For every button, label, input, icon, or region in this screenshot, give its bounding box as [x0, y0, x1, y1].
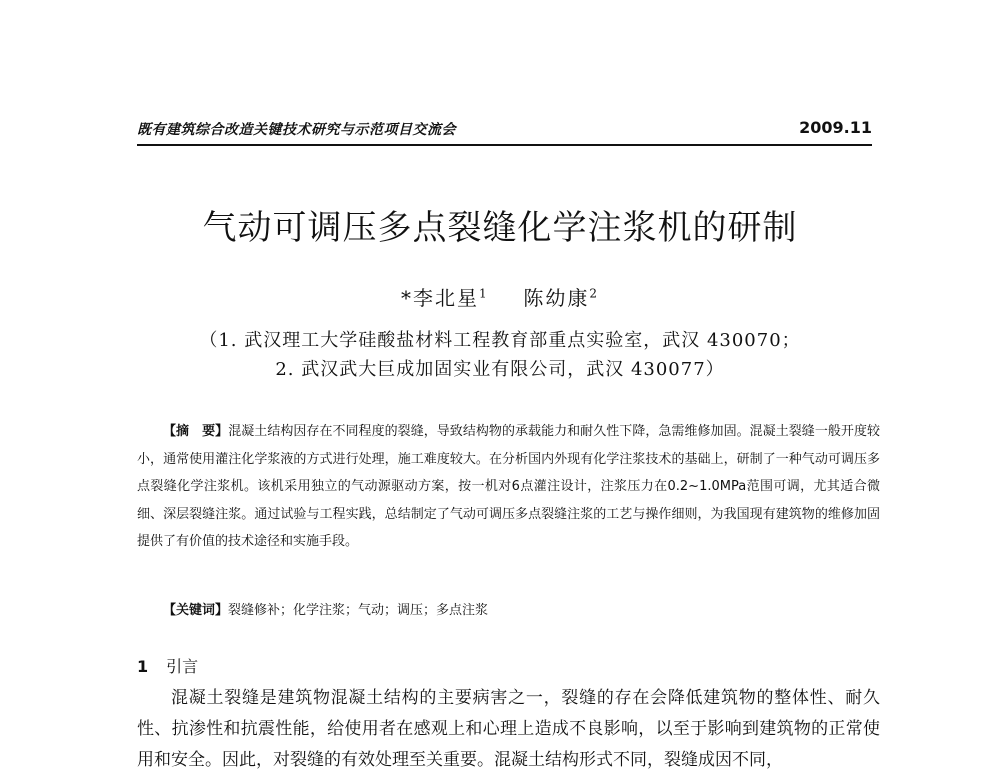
keywords-label: 【关键词】 — [163, 603, 229, 618]
body-paragraph: 混凝土裂缝是建筑物混凝土结构的主要病害之一，裂缝的存在会降低建筑物的整体性、耐久性、抗渗性和抗震性能，给使用者在感观上和心理上造成不良影响，以至于影响到建筑物的正常使用和安全。因此，对裂缝的有效处理至关重要。混凝土结构形式不同，裂缝成因不同， — [137, 688, 880, 770]
section-title: 引言 — [166, 657, 199, 676]
paper-title: 气动可调压多点裂缝化学注浆机的研制 — [202, 208, 798, 248]
author-2-mark: 2 — [589, 286, 599, 301]
header-divider — [137, 144, 872, 146]
header-date: 2009.11 — [799, 118, 872, 137]
author-line — [0, 282, 1000, 311]
affiliation-1: （1. 武汉理工大学硅酸盐材料工程教育部重点实验室，武汉 430070； — [199, 330, 801, 351]
conference-name: 既有建筑综合改造关键技术研究与示范项目交流会 — [137, 122, 456, 138]
author-1-mark: 1 — [479, 286, 489, 301]
affiliation-2: 2. 武汉武大巨成加固实业有限公司，武汉 430077） — [275, 359, 725, 380]
abstract-text: 混凝土结构因存在不同程度的裂缝，导致结构物的承载能力和耐久性下降，急需维修加固。混凝土裂缝一般开度较小，通常使用灌注化学浆液的方式进行处理，施工难度较大。在分析国内外现有化学注浆技术的基础上，研制了一种气动可调压多点裂缝化学注浆机。该机采用独立的气动源驱动方案，按一机对6点灌注设计，注浆压力在0.2~1.0MPa范围可调，尤其适合微细、深层裂缝注浆。通过试验与工程实践，总结制定了气动可调压多点裂缝注浆的工艺与操作细则，为我国现有建筑物的维修加固提供了有价值的技术途径和实施手段。 — [137, 424, 880, 549]
section-number: 1 — [137, 657, 149, 676]
keywords-text: 裂缝修补；化学注浆；气动；调压；多点注浆 — [228, 603, 489, 618]
author-1-prefix: * — [401, 286, 413, 310]
abstract — [137, 418, 880, 556]
abstract-label: 【摘 要】 — [163, 424, 229, 439]
author-2-name: 陈幼康 — [523, 286, 590, 310]
author-1-name: 李北星 — [413, 286, 479, 310]
section-heading — [137, 654, 198, 677]
keywords — [163, 599, 488, 618]
